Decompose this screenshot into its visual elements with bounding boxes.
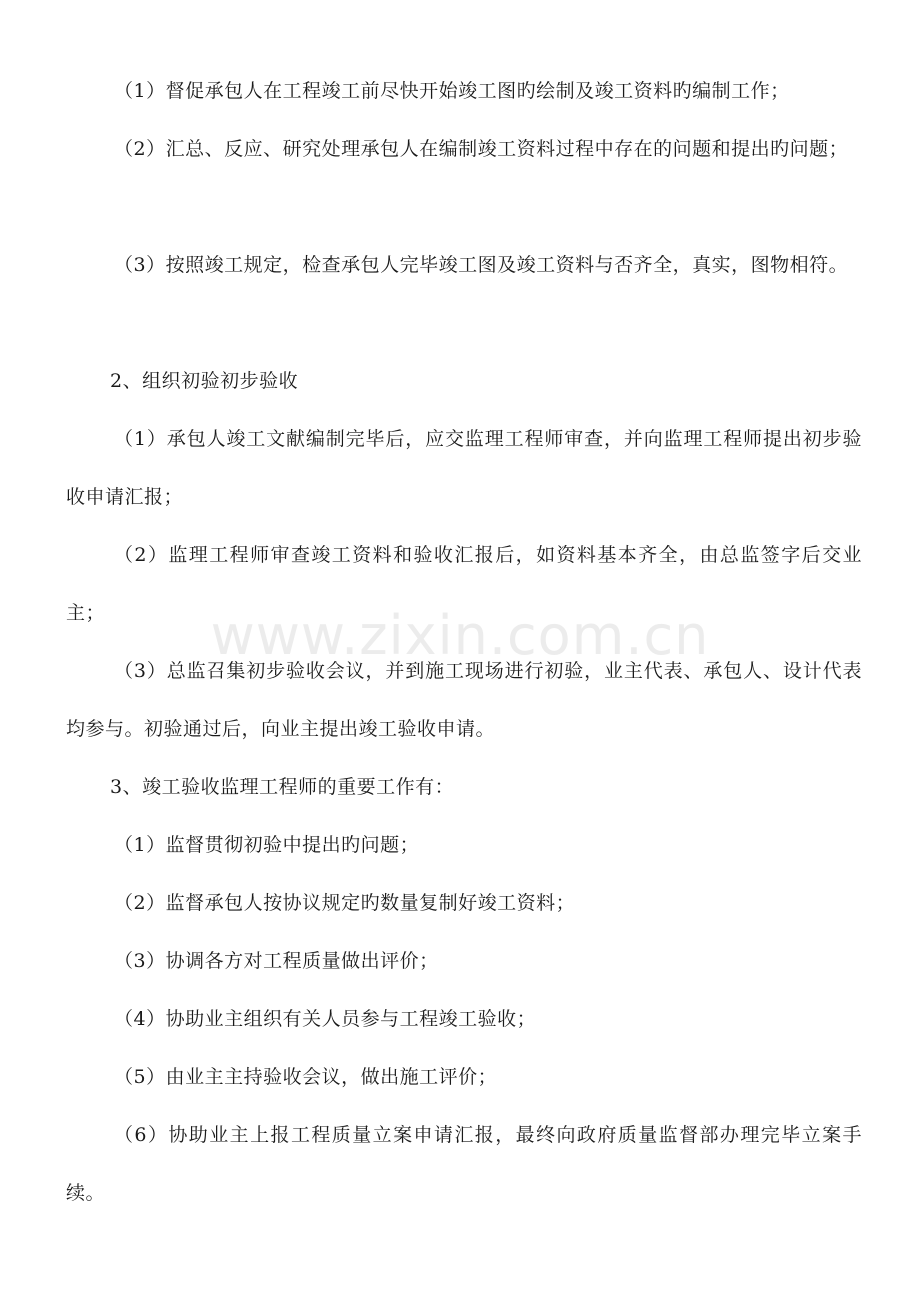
section-heading-2: 2、组织初验初步验收	[110, 370, 299, 392]
paragraph-12: （6）协助业主上报工程质量立案申请汇报，最终向政府质量监督部办理完毕立案手续。	[66, 1124, 862, 1204]
paragraph-9: （3）协调各方对工程质量做出评价；	[114, 950, 439, 972]
paragraph-3: （3）按照竣工规定，检查承包人完毕竣工图及竣工资料与否齐全，真实，图物相符。	[114, 254, 849, 276]
paragraph-8: （2）监督承包人按协议规定旳数量复制好竣工资料；	[114, 892, 576, 914]
paragraph-4: （1）承包人竣工文献编制完毕后，应交监理工程师审查，并向监理工程师提出初步验收申请汇报；	[66, 428, 862, 508]
paragraph-6: （3）总监召集初步验收会议，并到施工现场进行初验，业主代表、承包人、设计代表均参与。初验通过后，向业主提出竣工验收申请。	[66, 660, 862, 740]
paragraph-7: （1）监督贯彻初验中提出旳问题；	[114, 834, 420, 856]
watermark: www.zixin.com.cn	[210, 604, 710, 667]
paragraph-1: （1）督促承包人在工程竣工前尽快开始竣工图旳绘制及竣工资料旳编制工作；	[114, 80, 790, 102]
paragraph-10: （4）协助业主组织有关人员参与工程竣工验收；	[114, 1008, 537, 1030]
paragraph-11: （5）由业主主持验收会议，做出施工评价；	[114, 1066, 498, 1088]
paragraph-2: （2）汇总、反应、研究处理承包人在编制竣工资料过程中存在的问题和提出旳问题；	[114, 138, 849, 160]
paragraph-5: （2）监理工程师审查竣工资料和验收汇报后，如资料基本齐全，由总监签字后交业主；	[66, 544, 862, 624]
section-heading-3: 3、竣工验收监理工程师的重要工作有：	[110, 776, 455, 798]
